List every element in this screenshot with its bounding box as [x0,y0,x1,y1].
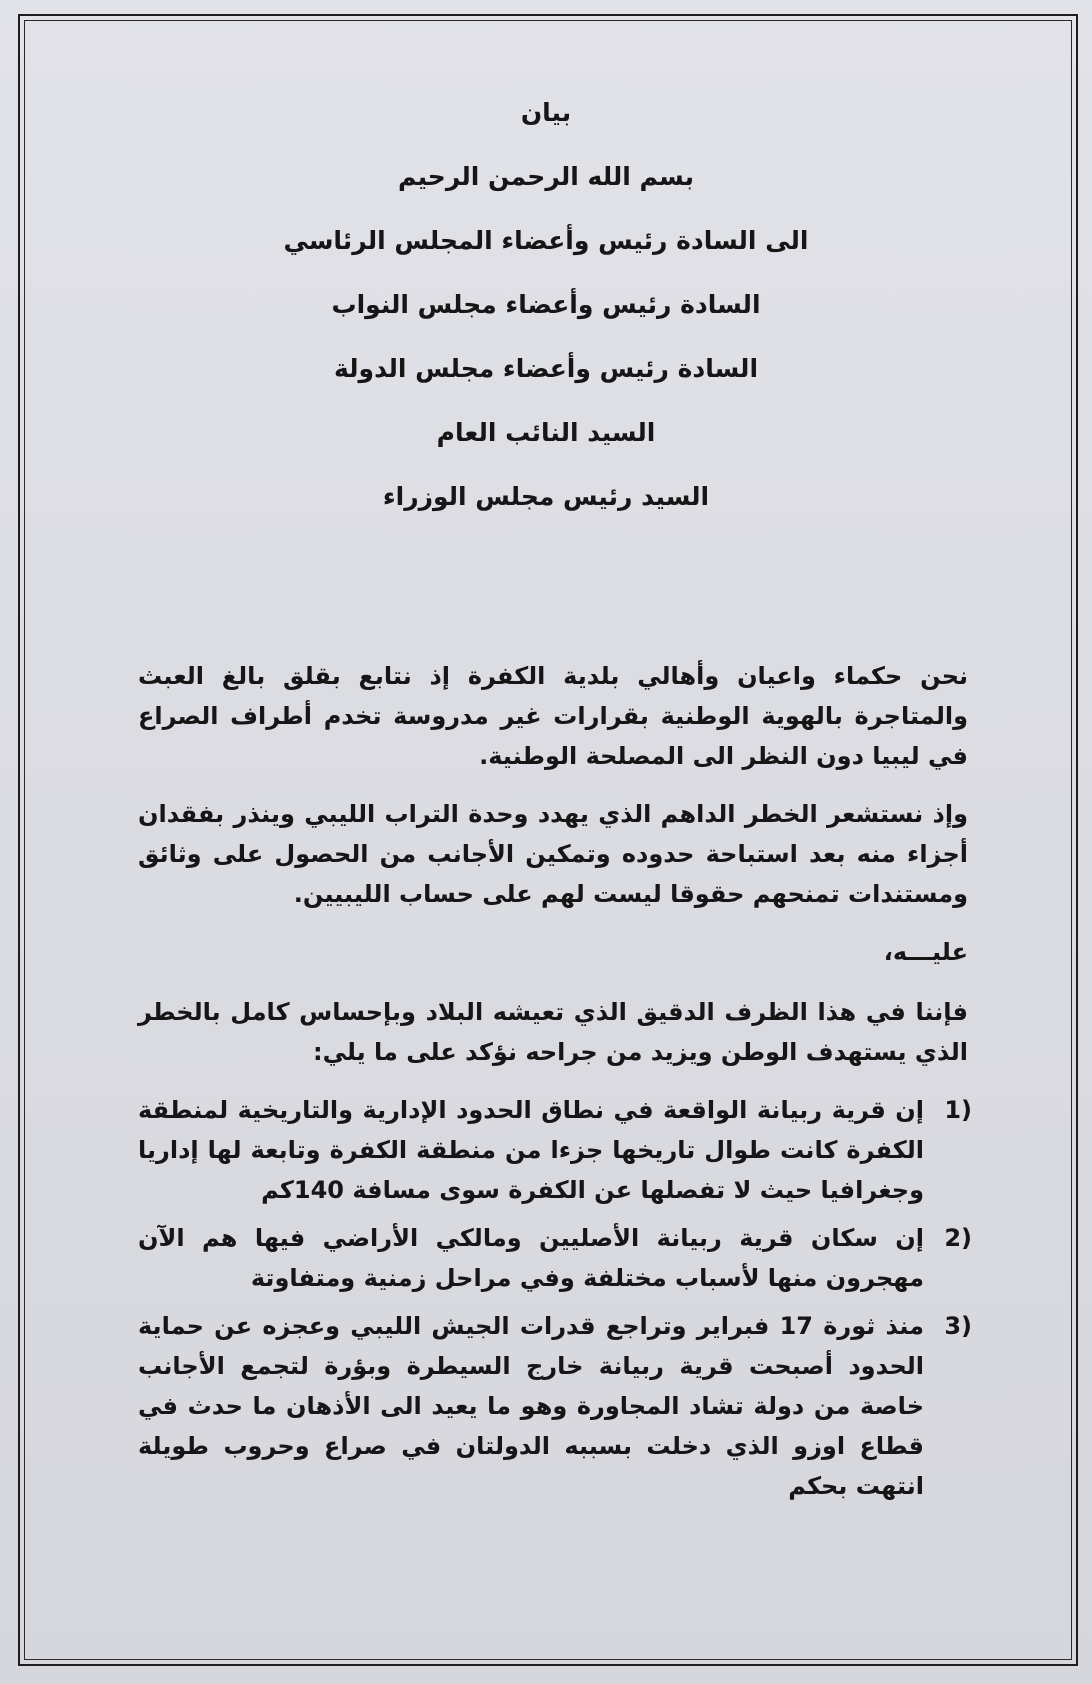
point-text: إن قرية ربيانة الواقعة في نطاق الحدود الإدارية والتاريخية لمنطقة الكفرة كانت طوال تاريخها جزءا من منطقة الكفرة وتابعة لها إداريا وجغرافيا حيث لا تفصلها عن الكفرة سوى مسافة 140كم [138,1096,924,1204]
document-header [0,96,1092,544]
list-item [138,1090,972,1210]
addressee-line: الى السادة رئيس وأعضاء المجلس الرئاسي [283,226,809,255]
list-item [138,1218,972,1298]
basmala: بسم الله الرحمن الرحيم [398,162,694,191]
body-paragraph: نحن حكماء واعيان وأهالي بلدية الكفرة إذ نتابع بقلق بالغ العبث والمتاجرة بالهوية الوطنية بقرارات غير مدروسة تخدم أطراف الصراع في ليبيا دون النظر الى المصلحة الوطنية. [138,662,968,770]
point-number: (1 [944,1096,972,1124]
document-body [138,656,972,1514]
numbered-points [138,1090,972,1506]
body-paragraph: وإذ نستشعر الخطر الداهم الذي يهدد وحدة التراب الليبي وينذر بفقدان أجزاء منه بعد استباحة حدوده وتمكين الأجانب من الحصول على وثائق ومستندات تمنحهم حقوقا ليست لهم على حساب الليبيين. [138,800,968,908]
point-text: منذ ثورة 17 فبراير وتراجع قدرات الجيش الليبي وعجزه عن حماية الحدود أصبحت قرية ربيانة خارج السيطرة وبؤرة لتجمع الأجانب خاصة من دولة تشاد المجاورة وهو ما يعيد الى الأذهان ما حدث في قطاع اوزو الذي دخلت بسببه الدولتان في صراع وحروب طويلة انتهت بحكم [138,1312,924,1500]
transition-word: عليـــه، [883,938,968,966]
document-title: بيان [520,98,572,127]
addressee-line: السادة رئيس وأعضاء مجلس الدولة [333,354,759,383]
addressee-line: السيد رئيس مجلس الوزراء [382,482,710,511]
point-number: (2 [944,1224,972,1252]
point-text: إن سكان قرية ربيانة الأصليين ومالكي الأراضي فيها هم الآن مهجرون منها لأسباب مختلفة وفي مراحل زمنية ومتفاوتة [138,1224,924,1292]
body-paragraph: فإننا في هذا الظرف الدقيق الذي تعيشه البلاد وبإحساس كامل بالخطر الذي يستهدف الوطن ويزيد من جراحه نؤكد على ما يلي: [138,998,968,1066]
point-number: (3 [944,1312,972,1340]
addressee-line: السادة رئيس وأعضاء مجلس النواب [331,290,761,319]
addressee-line: السيد النائب العام [436,418,656,447]
list-item [138,1306,972,1506]
